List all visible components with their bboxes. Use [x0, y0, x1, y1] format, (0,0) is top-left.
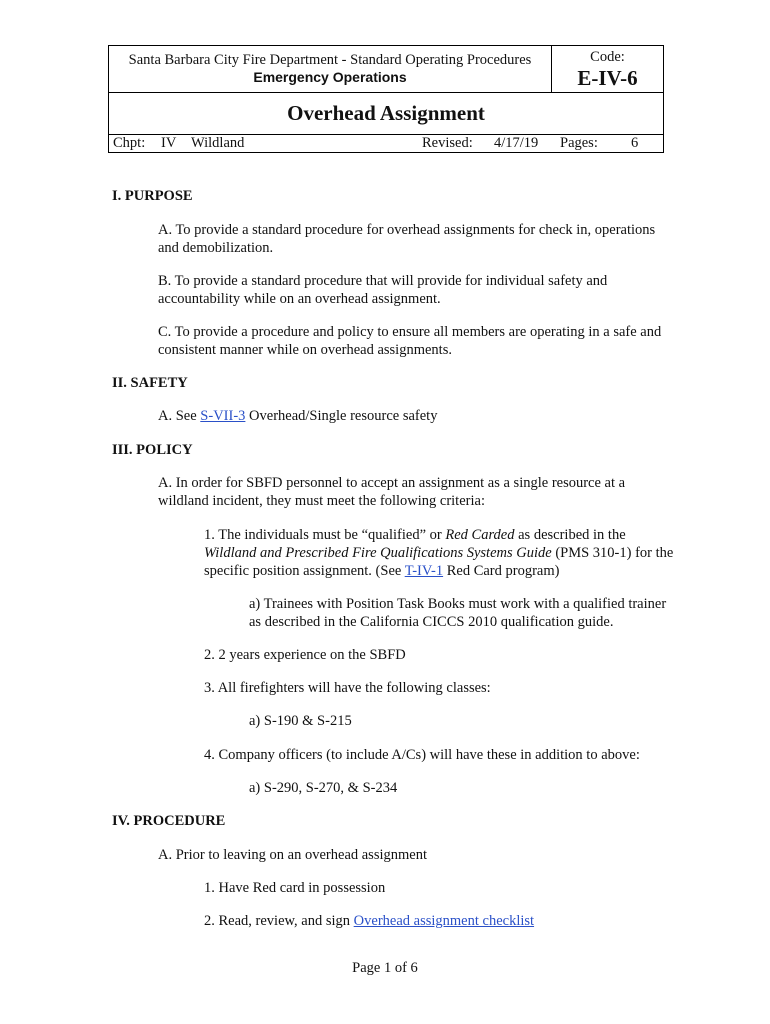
- title-row: [109, 92, 663, 135]
- safety-a: [158, 407, 437, 425]
- purpose-b-line2: accountability while on an overhead assignment.: [158, 291, 441, 307]
- policy-item1-text-f: specific position assignment. (See: [204, 563, 405, 579]
- page-number: Page 1 of 6: [352, 960, 418, 976]
- procedure-item2-prefix: 2. Read, review, and sign: [204, 913, 354, 929]
- purpose-a-line2: and demobilization.: [158, 240, 274, 256]
- policy-item3a: a) S-190 & S-215: [249, 713, 352, 729]
- revised-label: Revised:: [422, 135, 473, 151]
- procedure-a: A. Prior to leaving on an overhead assignment: [158, 847, 427, 863]
- chapter-name: Wildland: [191, 135, 245, 151]
- safety-a-suffix: Overhead/Single resource safety: [245, 408, 438, 424]
- overhead-checklist-link[interactable]: Overhead assignment checklist: [353, 913, 535, 929]
- policy-item1-text-g: Red Card program): [443, 563, 560, 579]
- meta-row: [109, 134, 663, 152]
- code-value: E-IV-6: [577, 66, 638, 90]
- safety-a-prefix: A. See: [158, 408, 201, 424]
- purpose-b-line1: B. To provide a standard procedure that will provide for individual safety and: [158, 273, 608, 289]
- purpose-c-line1: C. To provide a procedure and policy to ensure all members are operating in a safe and: [158, 324, 662, 340]
- policy-item1a-line1: a) Trainees with Position Task Books must work with a qualified trainer: [249, 596, 667, 612]
- policy-item1-line2: [204, 544, 673, 562]
- policy-heading: III. POLICY: [112, 442, 193, 458]
- procedure-item2: [204, 912, 534, 930]
- pages-label: Pages:: [560, 135, 598, 151]
- policy-item4a: a) S-290, S-270, & S-234: [249, 780, 398, 796]
- policy-link-t-iv-1[interactable]: T-IV-1: [404, 563, 444, 579]
- safety-link-s-vii-3[interactable]: S-VII-3: [200, 408, 246, 424]
- procedure-item1: 1. Have Red card in possession: [204, 880, 386, 896]
- policy-item1-text-e: (PMS 310-1) for the: [551, 545, 674, 561]
- policy-item1-text-c: as described in the: [514, 527, 626, 543]
- document-title: Overhead Assignment: [287, 101, 485, 125]
- pages-count: 6: [631, 135, 639, 151]
- policy-a-line2: wildland incident, they must meet the following criteria:: [158, 493, 485, 509]
- header-top-row: [109, 46, 663, 93]
- policy-item1-text-a: 1. The individuals must be “qualified” or: [204, 527, 446, 543]
- policy-item1-guide-title: Wildland and Prescribed Fire Qualifications Systems Guide: [204, 545, 552, 561]
- purpose-heading: I. PURPOSE: [112, 188, 193, 204]
- policy-item4: 4. Company officers (to include A/Cs) will have these in addition to above:: [204, 747, 640, 763]
- policy-item1-line1: [204, 526, 626, 544]
- purpose-a-line1: A. To provide a standard procedure for overhead assignments for check in, operations: [158, 222, 656, 238]
- chapter-number: IV: [161, 135, 177, 151]
- policy-item1a-line2: as described in the California CICCS 2010 qualification guide.: [249, 614, 614, 630]
- procedure-heading: IV. PROCEDURE: [112, 813, 226, 829]
- department-cell: [109, 46, 552, 92]
- purpose-c-line2: consistent manner while on overhead assignments.: [158, 342, 452, 358]
- department-name: Santa Barbara City Fire Department - Standard Operating Procedures: [128, 52, 532, 68]
- section-name: Emergency Operations: [253, 69, 407, 85]
- safety-heading: II. SAFETY: [112, 375, 188, 391]
- code-label: Code:: [590, 49, 625, 65]
- policy-item2: 2. 2 years experience on the SBFD: [204, 647, 406, 663]
- code-cell: [552, 46, 663, 92]
- policy-item1-line3: [204, 562, 559, 580]
- header-box: [108, 45, 664, 153]
- policy-item3: 3. All firefighters will have the following classes:: [204, 680, 491, 696]
- chapter-label: Chpt:: [113, 135, 146, 151]
- policy-a-line1: A. In order for SBFD personnel to accept an assignment as a single resource at a: [158, 475, 626, 491]
- revised-date: 4/17/19: [494, 135, 539, 151]
- policy-item1-red-carded: Red Carded: [445, 527, 515, 543]
